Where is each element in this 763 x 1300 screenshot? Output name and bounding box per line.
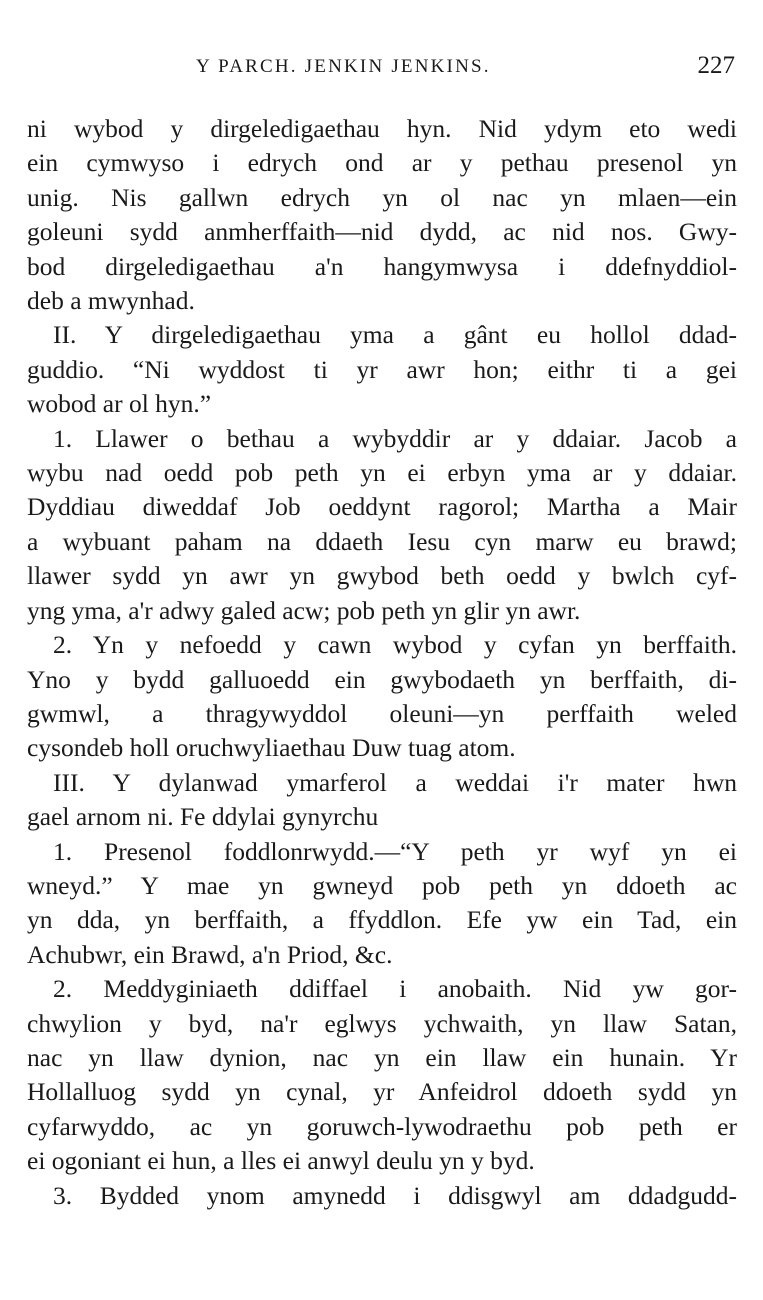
text-line: Achubwr, ein Brawd, a'n Priod, &c. [27,939,393,969]
text-line: chwylion y byd, na'r eglwys ychwaith, yn llaw Satan, [27,1008,737,1038]
text-line: a wybuant paham na ddaeth Iesu cyn marw eu brawd; [27,526,737,556]
text-line: nac yn llaw dynion, nac yn ein llaw ein hunain. Yr [27,1042,737,1072]
page-number: 227 [697,52,735,79]
text-line: guddio. “Ni wyddost ti yr awr hon; eithr ti a gei [27,354,737,384]
text-line: Dyddiau diweddaf Job oeddynt ragorol; Martha a Mair [27,492,737,522]
text-line: 2. Yn y nefoedd y cawn wybod y cyfan yn berffaith. [53,630,737,660]
text-line: wybu nad oedd pob peth yn ei erbyn yma ar y ddaiar. [27,458,737,488]
text-line: 1. Presenol foddlonrwydd.—“Y peth yr wyf yn ei [53,836,737,866]
text-line: ei ogoniant ei hun, a lles ei anwyl deulu yn y byd. [27,1146,535,1176]
text-line: goleuni sydd anmherffaith—nid dydd, ac nid nos. Gwy- [27,217,737,247]
text-line: gwmwl, a thragywyddol oleuni—yn perffaith weled [27,698,737,728]
text-line: Hollalluog sydd yn cynal, yr Anfeidrol ddoeth sydd yn [27,1077,737,1107]
text-line: unig. Nis gallwn edrych yn ol nac yn mlaen—ein [27,182,737,212]
page-header [0,52,763,86]
text-line: ein cymwyso i edrych ond ar y pethau presenol yn [27,148,737,178]
text-line: ni wybod y dirgeledigaethau hyn. Nid ydym eto wedi [27,114,737,143]
text-line: 3. Bydded ynom amynedd i ddisgwyl am ddadgudd- [53,1180,737,1210]
text-line: yn dda, yn berffaith, a ffyddlon. Efe yw ein Tad, ein [27,905,737,935]
text-line: Yno y bydd galluoedd ein gwybodaeth yn berffaith, di- [27,664,737,694]
text-line: wobod ar ol hyn.” [27,389,212,419]
text-line: gael arnom ni. Fe ddylai gynyrchu [27,802,379,832]
text-line: 1. Llawer o bethau a wybyddir ar y ddaiar. Jacob a [53,423,737,453]
running-head: Y PARCH. JENKIN JENKINS. [196,56,491,77]
text-line: llawer sydd yn awr yn gwybod beth oedd y bwlch cyf- [27,561,737,591]
text-line: yng yma, a'r adwy galed acw; pob peth yn glir yn awr. [27,595,581,625]
text-line: III. Y dylanwad ymarferol a weddai i'r mater hwn [53,767,737,797]
text-line: deb a mwynhad. [27,286,195,316]
text-line: cysondeb holl oruchwyliaethau Duw tuag atom. [27,733,516,763]
text-line: cyfarwyddo, ac yn goruwch-lywodraethu pob peth er [27,1111,737,1141]
text-line: wneyd.” Y mae yn gwneyd pob peth yn ddoeth ac [27,870,737,900]
text-line: bod dirgeledigaethau a'n hangymwysa i ddefnyddiol- [27,251,737,281]
body-text [27,112,737,1213]
text-line: II. Y dirgeledigaethau yma a gânt eu hollol ddad- [53,320,737,350]
text-line: 2. Meddyginiaeth ddiffael i anobaith. Nid yw gor- [53,974,737,1004]
